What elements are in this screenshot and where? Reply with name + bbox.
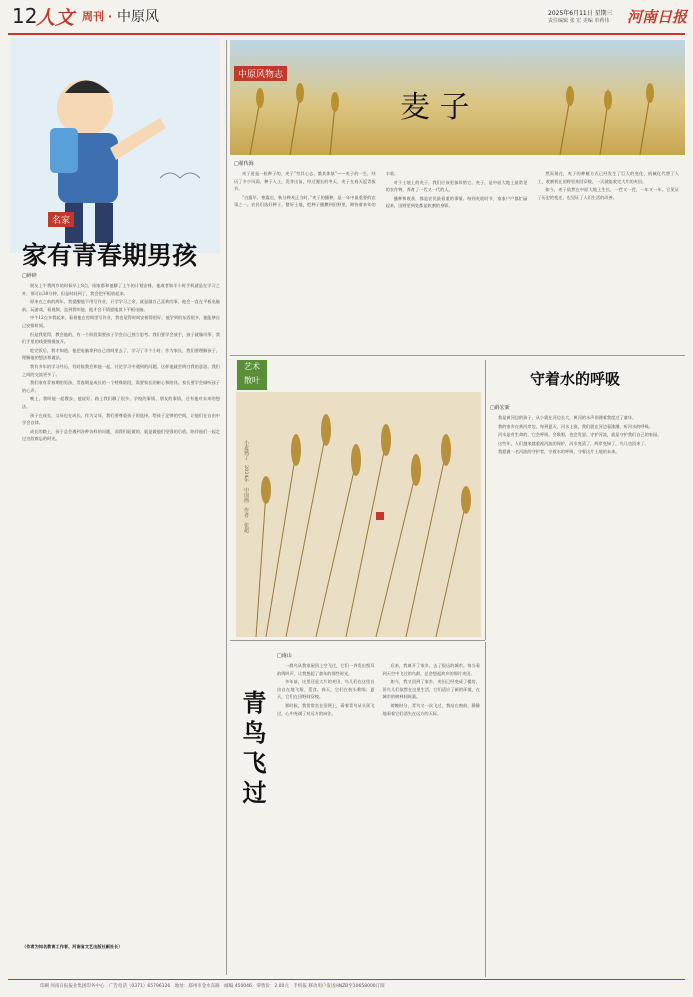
page-number: 12 (12, 4, 38, 28)
paragraph: 吃完饭后，我才知道，他把电脑拿到自己房间里去了，学习了半个小时。作为家长，我们要理解孩子，理解他的想法和做法。 (22, 347, 220, 361)
art-tag (237, 360, 267, 390)
art-tag-line2: 散叶 (244, 376, 260, 385)
paragraph: 成长的路上，孩子总会遇到各种各样的问题，而我们能做的，就是做他们坚强的后盾，陪伴他们一起走过这段难忘的时光。 (22, 428, 220, 442)
paragraph: 这些年，人们越来越重视河流的保护，河水变清了，两岸变绿了，鸟儿也回来了。 (498, 440, 649, 446)
column-divider (485, 642, 486, 977)
header-rule (8, 33, 685, 35)
paragraph: 我是黄河边的孩子，从小就在河边长大，黄河的水声伴随着我度过了童年。 (498, 415, 637, 420)
paragraph: 然而现在，麦子的种植方式已经发生了巨大的变化，机械化代替了人工，收割机在田野里来回穿梭，一天就能收完大片的麦田。 (537, 171, 679, 184)
paragraph: 那时候，我常常坐在田埂上，看着青鸟从头顶飞过，心中充满了对远方的向往。 (277, 702, 375, 716)
paragraph: 傍晚时分，青鸟又一次飞过，我站在窗前，静静地看着它们消失在远方的天际。 (382, 702, 480, 716)
left-article-body (22, 282, 220, 894)
paragraph: 后来，我离开了家乡，去了很远的城市。每当看到天空中飞过的鸟群，总会想起故乡的那片麦田。 (382, 663, 480, 676)
bird-byline: □南山 (277, 653, 292, 659)
paragraph: 朋友上午我两岁的时候早上8点，刚家都和他聊了上午的计划安排，他或者如半小时手机就是在学习之外，那可以30分钟，但是时间到了，我会把平板收起来。 (22, 283, 220, 296)
column-divider (485, 360, 486, 640)
paragraph: 原来在之前的两年，我提醒他不用写作业，只学学习之余，就是做自己喜欢的事，他会一直在平板电脑前，玩游戏，看视频，直到我叫他，他才会不情愿地放下平板电脑。 (22, 299, 220, 312)
wheat-article-body (234, 170, 679, 345)
wheat-painting (236, 392, 481, 637)
footer-rule (8, 979, 685, 980)
brand-logo: 人文 (36, 7, 75, 29)
column-tag-famous: 名家 (48, 212, 74, 227)
paragraph: 我的家乡在黄河岸边，每到夏天，河水上涨，我们就在河边看涨潮，听河水的呼吸。 (498, 423, 653, 429)
paragraph: 我有多年的学习经历，有时候我会和他一起，讨论学习中遇到的问题，这样他就会明白我的意思。我们之间的交流更多了。 (22, 363, 220, 377)
paragraph: 我愿做一名河流的守护者，守着水的呼吸，守着这片土地的未来。 (498, 449, 620, 455)
paragraph: 河水是有生命的，它会呼吸，会歌唱，也会发怒。守护河流，就是守护我们自己的家园。 (498, 432, 662, 438)
section-divider (230, 640, 485, 641)
wheat-article-title: 麦 子 (400, 90, 470, 125)
guard-byline: □薛宏新 (490, 405, 510, 411)
painting-caption: 小麦熟了 2024年 中国画 作者 张超 (243, 440, 249, 533)
paragraph: 对于土地上的麦子，我们应该更加珍惜它。麦子，是中原大地上最常见的农作物，养育了一代又一代的人。 (385, 179, 528, 193)
guard-article-title: 守着水的呼吸 (530, 370, 621, 388)
paper-logo: 河南日报 (627, 8, 688, 26)
bird-article-body (277, 662, 480, 974)
author-note: （作者为知名教育工作者、河南省文艺出版社副社长） (22, 944, 123, 949)
paragraph: 如今，我又回到了家乡，麦田已经变成了楼房，但鸟儿们依然在这里生活，它们适应了新的环境，在城市的树林间筑巢。 (382, 679, 480, 700)
wheat-byline: □翟传海 (234, 161, 254, 167)
paragraph: 如今，麦子依然在中原大地上生长，一茬又一茬，一年又一年。它见证了历史的变迁，也见证了人们生活的改善。 (537, 187, 679, 200)
footer-info: 印刷 河南日报报业集团印务中心 广告电话（0371）65796126 地址：郑州市金水东路 邮编 450046 零售价：2.00元 手机报 移动用户发送HNZB至10658000订阅 (40, 984, 385, 989)
guard-article-body (490, 414, 680, 974)
column-tag-wheat: 中原风物志 (234, 66, 287, 81)
bird-article-title: 青鸟飞过 (238, 690, 267, 810)
paragraph: 麦子进是一粒种子的，麦子“劳其心志，饿其体肤”——麦子的一生，经历了多少风雨。种子入土，发芽出苗，经过漫长的冬天，麦子在春天返青拔节。 (234, 171, 376, 192)
paragraph: 一群鸟从我家屋顶上空飞过，它们一齐发出悦耳的鸣叫声，让我想起了童年的那些时光。 (277, 663, 375, 676)
art-tag-line1: 艺术 (244, 362, 260, 371)
boy-illustration (10, 38, 220, 253)
paragraph: 多年前，这里还是大片的麦田，鸟儿们在这里自由自在地飞翔、觅食。春天，它们在枝头歌唱；夏天，它们在田野间穿梭。 (277, 679, 375, 700)
left-byline: □碎碎 (22, 273, 37, 279)
section-title: 中原风 (117, 9, 159, 25)
editors: 责任编辑 张 宏 美编 单莉伟 (548, 18, 610, 24)
paragraph: 晚上，我叫他一起散步，他说好。路上我们聊了很多，学校的事情、朋友的事情，还有他对未来的想法。 (22, 396, 220, 409)
section-divider (230, 355, 685, 356)
paragraph: 但是我觉得，教会他的，有一个阶段需要孩子学会自己独立思考。我们要学会放手，孩子就像风筝，我们手里的线要慢慢放开。 (22, 331, 220, 345)
paragraph: “白露早，寒露迟，秋分种麦正当时。”麦子的播种，是一年中最重要的农事之一。农民们选好种子，整好土地，把种子播撒到田野里，期待着来年的丰收。 (234, 171, 399, 208)
paragraph: 我们家有青春期的男孩，青春期是成长的一个特殊阶段，需要家长的耐心和陪伴。家长要学会倾听孩子的心声。 (22, 380, 220, 393)
left-article-title: 家有青春期男孩 (22, 241, 198, 270)
issue-date: 2025年6月11日 星期三 (548, 10, 613, 17)
paragraph: 孩子在成长，父母也在成长。作为父母，我们要尊重孩子的选择，给孩子足够的空间，让他们在自由中学会自律。 (22, 412, 220, 426)
paragraph: 播种和收获，都是农民最看重的事情。每到麦收时节，家家户户都忙碌起来，田野里到处都是收割的身影。 (385, 195, 528, 209)
brand-suffix: 周刊 · (82, 10, 113, 23)
paragraph: 中午12点多我起来，看着他在房间里写作业，我也觉得时间安排得很好，他学到的东西很多，他能够自己安排时间。 (22, 315, 220, 328)
